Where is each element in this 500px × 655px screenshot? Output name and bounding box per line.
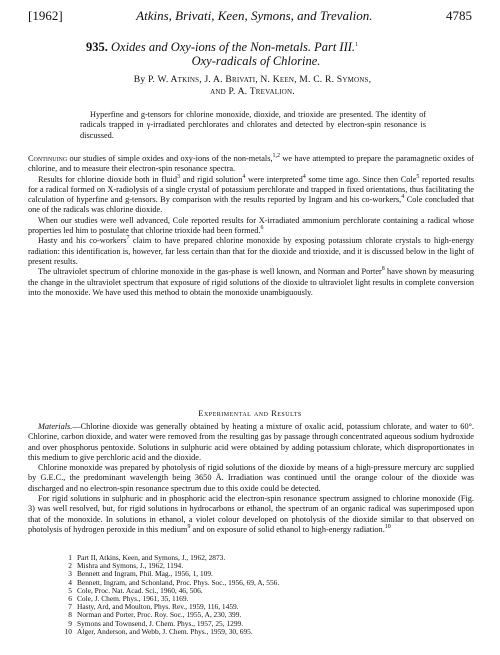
footnote-text: Norman and Porter, Proc. Roy. Soc., 1955, A, 230, 399. [77,610,242,620]
section-heading: Experimental and Results [198,408,302,418]
footnote-number: 5 [68,585,72,595]
footnote-ref[interactable]: 10 [384,524,391,531]
footnote-number: 2 [68,561,72,571]
authors-line-2: and P. A. Trevalion. [210,86,295,97]
footnote-text: Bennett and Ingram, Phil. Mag., 1956, 1, 109. [77,569,213,579]
introduction [28,154,474,298]
footnote-ref[interactable]: 3 [177,173,180,180]
intro-paragraph-5: The ultraviolet spectrum of chlorine monoxide in the gas-phase is well known, and Norman and Porter$^8$ have shown by measuring the change in the ultraviolet spectrum that exposure of rigid solutions of the dioxide to ultraviolet light results in complete conversion into the monoxide. We have used this method to obtain the monoxide unambiguously. [28,266,475,297]
footnote-number: 7 [68,602,72,612]
footnote-text: Mishra and Symons, J., 1962, 1194. [77,561,184,571]
footnote-number: 9 [68,618,72,628]
footnote-item [60,628,470,636]
title-line-1: Oxides and Oxy-ions of the Non-metals. Part III. [111,40,356,54]
footnote-number: 4 [68,577,72,587]
footnote-number: 8 [68,610,72,620]
author-list [80,74,425,98]
intro-paragraph-4: Hasty and his co-workers$^7$ claim to have prepared chlorine monoxide by exposing potassium chlorate crystals to high-energy radiation: this identification is, however, far less certain than that for the dioxide and trioxide, and it is discussed below in the light of present results. [28,235,474,266]
footnote-list [60,554,470,636]
footnote-ref[interactable]: 4 [302,173,306,180]
footnote-number: 1 [68,553,72,562]
experimental-paragraph-2: Chlorine monoxide was prepared by photolysis of rigid solutions of the dioxide by means of a high-pressure mercury arc supplied by G.E.C., the predominant wavelength being 3650 Å. Irradiation was continued until the orange colour of the dioxide was discharged and no electron-spin resonance spectrum due to this oxide could be detected. [28,463,474,493]
running-title: Atkins, Brivati, Keen, Symons, and Trevalion. [136,8,373,23]
footnote-ref[interactable]: 1,2 [272,153,281,160]
footnote-ref[interactable]: 9 [187,524,191,531]
intro-paragraph-3: When our studies were well advanced, Cole reported results for X-irradiated ammonium perchlorate containing a radical whose properties led him to postulate that chlorine trioxide had been formed.$^6$ [28,215,474,236]
running-header [28,8,472,24]
footnote-text: Cole, Proc. Nat. Acad. Sci., 1960, 46, 506. [77,585,203,595]
experimental-section [28,422,474,535]
footnote-ref[interactable]: 6 [260,225,264,232]
footnote-text: Cole, J. Chem. Phys., 1961, 35, 1169. [77,594,189,604]
footnote-number: 3 [68,569,72,579]
footnote-ref[interactable]: 5 [416,173,420,180]
header-year: [1962] [28,8,63,23]
experimental-paragraph-1: Materials.—Chlorine dioxide was generally obtained by heating a mixture of oxalic acid, potassium chlorate, and water to 60°. Chlorine, carbon dioxide, and water were removed from the resulting gas by passage through concentrated aqueous sodium hydroxide and over phosphorus pentoxide. Solutions in sulphuric acid were obtained by adding potassium chlorate, which disproportionates in this medium to give perchloric acid and the dioxide. [28,422,474,462]
by-label: By [133,74,146,85]
title-footnote-ref[interactable]: 1 [355,41,359,48]
page-number: 4785 [446,8,472,23]
intro-paragraph-1: Continuing our studies of simple oxides and oxy-ions of the non-metals,$^{1,2}$ we have attempted to prepare the paramagnetic oxides of chlorine, and to measure their electron-spin resonance spectra. [28,153,474,174]
footnote-ref[interactable]: 4 [242,173,246,180]
article-title [86,40,426,68]
footnote-text: Bennett, Ingram, and Schonland, Proc. Phys. Soc., 1956, 69, A, 556. [77,577,280,587]
intro-paragraph-2: Results for chlorine dioxide both in fluid$^3$ and rigid solution$^4$ were interpreted$^4$ some time ago. Since then Cole$^5$ reported results for a radical formed on X-radiolysis of a single crystal of potassium perchlorate and trapped in fixed orientations, thus facilitating the calculation of hyperfine and g-tensors. By comparison with the results reported by Ingram and his co-workers,$^4$ Cole concluded that one of the radicals was chlorine dioxide. [28,173,474,215]
footnote-number: 6 [68,594,72,604]
footnote-text: Symons and Townsend, J. Chem. Phys., 1957, 25, 1299. [77,618,244,628]
footnote-text: Alger, Anderson, and Webb, J. Chem. Phys., 1959, 30, 695. [77,626,253,636]
title-line-2: Oxy-radicals of Chlorine. [191,54,321,68]
authors-line-1: P. W. Atkins, J. A. Brivati, N. Keen, M. C. R. Symons, [147,74,372,85]
abstract: Hyperfine and g-tensors for chlorine monoxide, dioxide, and trioxide are presented. The identity of radicals trapped in γ-irradiated perchlorates and chlorates and detected by electron-spin resonance is discussed. [80,110,426,140]
experimental-paragraph-3: For rigid solutions in sulphuric and in phosphoric acid the electron-spin resonance spectrum assigned to chlorine monoxide (Fig. 3) was well resolved, but, for rigid solutions in hydrocarbons or ethanol, the spectrum of an organic radical was superimposed upon that of the monoxide. In solutions in ethanol, a violet colour developed on photolysis of the dioxide similar to that observed on photolysis of hydrogen peroxide in this medium$^9$ and on exposure of solid ethanol to high-energy radiation.$^{10}$ [28,494,474,534]
footnote-ref[interactable]: 8 [381,266,385,273]
footnote-text: Hasty, Ard, and Moulton, Phys. Rev., 1959, 116, 1459. [77,602,239,612]
footnote-ref[interactable]: 4 [401,194,405,201]
article-number: 935. [86,40,108,54]
footnote-number: 10 [64,626,72,636]
footnote-ref[interactable]: 7 [126,235,130,242]
footnote-text: Part II, Atkins, Keen, and Symons, J., 1962, 2873. [77,553,226,562]
